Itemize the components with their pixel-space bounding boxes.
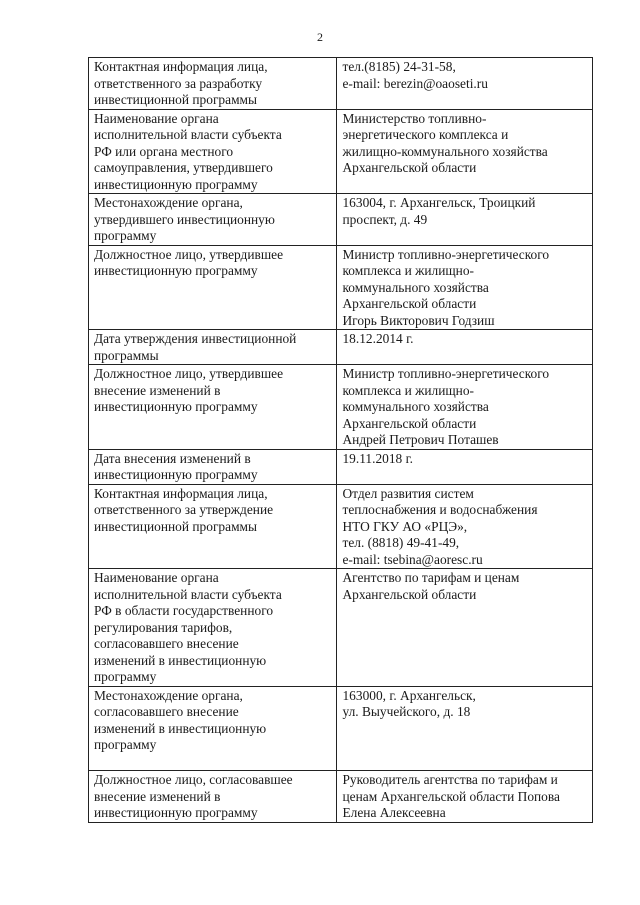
value-line: проспект, д. 49 xyxy=(342,211,428,227)
label-line: ответственного за утверждение xyxy=(94,502,274,517)
label-line: согласовавшего внесение xyxy=(94,704,239,719)
value-line: Министр топливно-энергетического xyxy=(342,366,550,381)
value-line: жилищно-коммунального хозяйства xyxy=(342,143,548,159)
label-line: РФ или органа местного xyxy=(94,143,234,159)
value-line: Елена Алексеевна xyxy=(342,805,446,820)
label-line: изменений в инвестиционную xyxy=(94,652,267,668)
value-line: e-mail: berezin@oaoseti.ru xyxy=(342,75,488,91)
label-line: инвестиционную программу xyxy=(94,263,258,278)
row-value-cell xyxy=(337,365,593,450)
table-row xyxy=(89,330,593,365)
row-value-cell xyxy=(337,569,593,687)
value-line: 163000, г. Архангельск, xyxy=(342,687,476,703)
row-label-cell xyxy=(89,365,337,450)
label-line: программу xyxy=(94,737,157,752)
value-line: ценам Архангельской области Попова xyxy=(342,788,560,804)
value-line: Игорь Викторович Годзиш xyxy=(342,312,495,328)
value-line: коммунального хозяйства xyxy=(342,399,489,414)
label-line: инвестиционной программы xyxy=(94,518,258,534)
value-line: теплоснабжения и водоснабжения xyxy=(342,502,538,517)
value-line: Министр топливно-энергетического xyxy=(342,246,550,262)
value-line: Отдел развития систем xyxy=(342,485,474,501)
label-line: ответственного за разработку xyxy=(94,75,263,91)
row-label-cell xyxy=(89,109,337,194)
label-line: РФ в области государственного xyxy=(94,603,274,618)
value-line: ул. Выучейского, д. 18 xyxy=(342,704,471,719)
row-value-cell xyxy=(337,330,593,365)
label-line xyxy=(94,754,331,771)
value-line: Агентство по тарифам и ценам xyxy=(342,570,520,585)
label-line: программу xyxy=(94,228,157,243)
table-row xyxy=(89,365,593,450)
label-line: программы xyxy=(94,347,159,363)
row-value-cell xyxy=(337,449,593,484)
label-line: Наименование органа xyxy=(94,570,219,585)
table-row xyxy=(89,58,593,110)
value-line: коммунального хозяйства xyxy=(342,279,489,295)
row-label-cell xyxy=(89,484,337,569)
table-row xyxy=(89,449,593,484)
row-label-cell xyxy=(89,58,337,110)
row-value-cell xyxy=(337,245,593,330)
row-value-cell xyxy=(337,484,593,569)
value-line: энергетического комплекса и xyxy=(342,127,509,142)
label-line: Должностное лицо, согласовавшее xyxy=(94,772,293,787)
value-line: Министерство топливно- xyxy=(342,110,487,126)
row-label-cell xyxy=(89,686,337,771)
label-line: Дата утверждения инвестиционной xyxy=(94,331,297,346)
label-line: Местонахождение органа, xyxy=(94,195,243,210)
value-line: НТО ГКУ АО «РЦЭ», xyxy=(342,518,468,534)
value-line: Архангельской области xyxy=(342,415,477,431)
investment-program-info-table xyxy=(88,57,593,823)
value-line: 19.11.2018 г. xyxy=(342,450,413,466)
value-line: Архангельской области xyxy=(342,296,477,311)
value-line: Архангельской области xyxy=(342,160,477,175)
table-row xyxy=(89,686,593,771)
row-label-cell xyxy=(89,771,337,823)
value-line: e-mail: tsebina@aoresc.ru xyxy=(342,551,483,567)
label-line: самоуправления, утвердившего xyxy=(94,160,273,175)
row-label-cell xyxy=(89,569,337,687)
label-line: инвестиционную программу xyxy=(94,176,258,192)
value-line: комплекса и жилищно- xyxy=(342,382,474,398)
table-body xyxy=(89,58,593,823)
label-line: изменений в инвестиционную xyxy=(94,720,267,736)
label-line: инвестиционной программы xyxy=(94,92,258,107)
row-label-cell xyxy=(89,194,337,246)
label-line: утвердившего инвестиционную xyxy=(94,211,275,227)
table-row xyxy=(89,569,593,687)
row-label-cell xyxy=(89,330,337,365)
label-line: внесение изменений в xyxy=(94,382,221,398)
value-line: комплекса и жилищно- xyxy=(342,263,474,278)
label-line: инвестиционную программу xyxy=(94,399,258,414)
label-line: согласовавшего внесение xyxy=(94,636,239,651)
label-line: программу xyxy=(94,669,157,684)
label-line: Должностное лицо, утвердившее xyxy=(94,246,284,262)
label-line: Дата внесения изменений в xyxy=(94,450,251,466)
label-line: Местонахождение органа, xyxy=(94,687,243,703)
label-line: Должностное лицо, утвердившее xyxy=(94,366,284,381)
row-value-cell xyxy=(337,194,593,246)
label-line: Контактная информация лица, xyxy=(94,59,268,74)
row-value-cell xyxy=(337,771,593,823)
value-line: тел. (8818) 49-41-49, xyxy=(342,535,460,550)
label-line: внесение изменений в xyxy=(94,788,221,804)
table-row xyxy=(89,771,593,823)
row-label-cell xyxy=(89,245,337,330)
value-line: 18.12.2014 г. xyxy=(342,331,414,346)
label-line: исполнительной власти субъекта xyxy=(94,127,282,142)
label-line: Контактная информация лица, xyxy=(94,485,268,501)
row-label-cell xyxy=(89,449,337,484)
label-line: исполнительной власти субъекта xyxy=(94,586,282,602)
value-line: Руководитель агентства по тарифам и xyxy=(342,772,558,787)
table-row xyxy=(89,484,593,569)
page-number: 2 xyxy=(317,30,323,44)
table-row xyxy=(89,109,593,194)
row-value-cell xyxy=(337,686,593,771)
table-row xyxy=(89,245,593,330)
value-line: 163004, г. Архангельск, Троицкий xyxy=(342,195,536,210)
label-line: регулирования тарифов, xyxy=(94,619,233,635)
row-value-cell xyxy=(337,109,593,194)
value-line: тел.(8185) 24-31-58, xyxy=(342,59,456,74)
row-value-cell xyxy=(337,58,593,110)
label-line: инвестиционную программу xyxy=(94,805,258,820)
label-line: Наименование органа xyxy=(94,110,219,126)
value-line: Архангельской области xyxy=(342,586,477,602)
label-line: инвестиционную программу xyxy=(94,467,258,482)
table-row xyxy=(89,194,593,246)
value-line: Андрей Петрович Поташев xyxy=(342,432,499,447)
